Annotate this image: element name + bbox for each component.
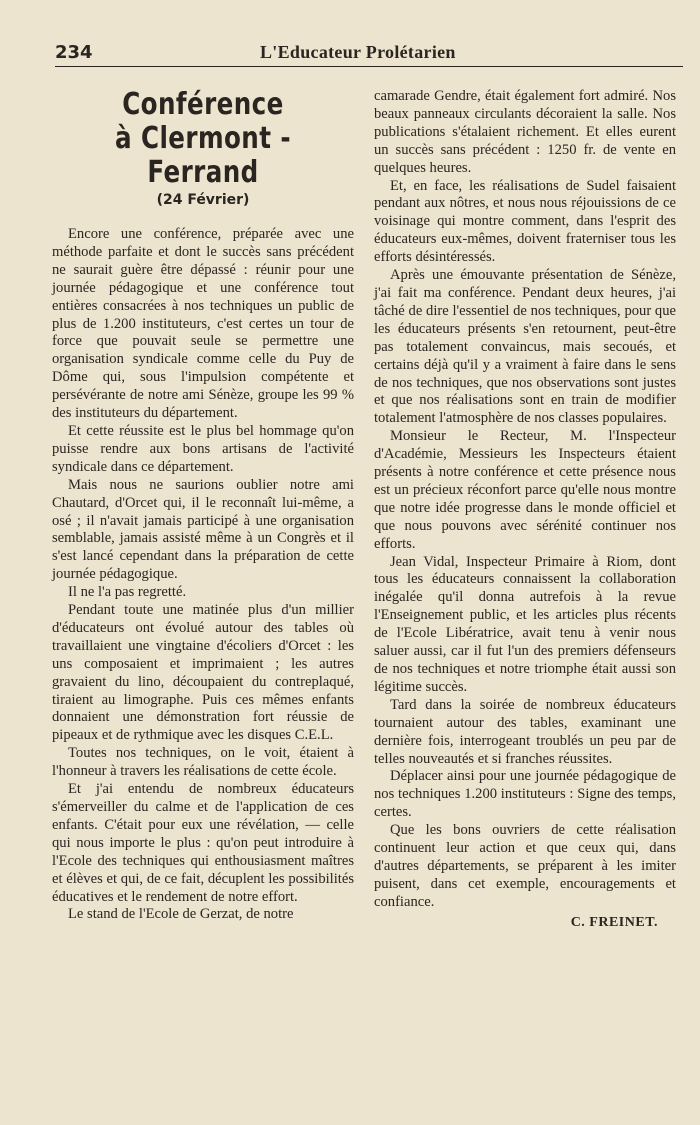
- page-header: [55, 40, 683, 67]
- paragraph-continuation: camarade Gendre, était également fort admiré. Nos beaux panneaux circulants décoraient la salle. Nos publications s'étalaient richement. Et elles eurent un succès sans précédent : 1250 fr. de vente en quelques heures.: [374, 88, 676, 176]
- journal-title: L'Educateur Prolétarien: [260, 42, 456, 62]
- paragraph: Tard dans la soirée de nombreux éducateurs tournaient autour des tables, examinant une dernière fois, interrogeant troublés un peu par de telles nouveautés et si franches réussites.: [374, 696, 676, 767]
- paragraph: Après une émouvante présentation de Sénèze, j'ai fait ma conférence. Pendant deux heures, j'ai tâché de dire l'essentiel de nos techniques, pour que les éducateurs présents s'en retournent, peut-être pas totalement convaincus, mais secoués, et certains déjà qu'il y a vraiment à faire dans le sens de nos techniques, que nos observations sont justes et que nos réalisations sont en train de modifier totalement l'atmosphère de nos classes populaires.: [374, 267, 676, 427]
- paragraph: Mais nous ne saurions oublier notre ami Chautard, d'Orcet qui, il le reconnaît lui-même, a osé ; il n'avait jamais participé à une organisation semblable, jamais assisté même à un Congrès et il s'est lancé cependant dans la préparation de cette journée pédagogique.: [52, 476, 354, 583]
- paragraph: Pendant toute une matinée plus d'un millier d'éducateurs ont évolué autour des tables où travaillaient une vingtaine d'écoliers d'Orcet : les uns composaient et imprimaient ; les autres gravaient du lino, découpaient du contreplaqué, tiraient au limographe. Puis ces mêmes enfants donnaient une démonstration fort réussie de pipeaux et de rythmique avec les disques C.E.L.: [52, 602, 354, 744]
- paragraph: Encore une conférence, préparée avec une méthode parfaite et dont le succès sans précédent ne saurait guère être dépassé : réunir pour une journée pédagogique et une conférence tout entières consacrées à nos techniques un public de plus de 1.200 instituteurs, c'est certes un tour de force que pouvait seule se permettre une organisation syndicale comme celle du Puy de Dôme qui, sous l'impulsion compétente et persévérante de notre ami Sénèze, groupe les 99 % des instituteurs du département.: [52, 226, 354, 422]
- article-date: (24 Février): [156, 192, 250, 208]
- article-title-line-2: à Clermont - Ferrand: [115, 121, 291, 190]
- paragraph: Que les bons ouvriers de cette réalisation continuent leur action et que ceux qui, dans d'autres départements, se préparent à les imiter puisent, dans cet exemple, encouragements et confiance.: [374, 822, 676, 910]
- article-title-block: [52, 88, 354, 210]
- page-number: 234: [55, 42, 93, 63]
- left-column: [52, 88, 354, 924]
- paragraph: Et j'ai entendu de nombreux éducateurs s'émerveiller du calme et de l'application de ces enfants. C'était pour eux une révélation, — celle qui nous importe le plus : qu'on peut introduire à l'Ecole des techniques qui enthousiasment maîtres et élèves et qui, de ce fait, décuplent les possibilités éducatives et le rendement de notre effort.: [52, 781, 354, 905]
- paragraph: Il ne l'a pas regretté.: [68, 584, 187, 601]
- paragraph: Déplacer ainsi pour une journée pédagogique de nos techniques 1.200 instituteurs : Signe des temps, certes.: [374, 768, 676, 821]
- author-signature: C. FREINET.: [570, 914, 658, 930]
- paragraph: Et, en face, les réalisations de Sudel faisaient pendant aux nôtres, et nous nous réjouissions de ce voisinage qui montre comment, dans l'esprit des éducateurs eux-mêmes, doivent fraterniser tous les efforts désintéressés.: [374, 177, 676, 266]
- paragraph: Le stand de l'Ecole de Gerzat, de notre: [68, 906, 294, 923]
- right-column: [374, 88, 676, 932]
- paragraph: Monsieur le Recteur, M. l'Inspecteur d'Académie, Messieurs les Inspecteurs étaient présents à notre conférence et cette présence nous est un précieux réconfort parce qu'elle nous montre que notre idée progresse dans le monde officiel et que nous pouvons avec sérénité continuer nos efforts.: [374, 428, 676, 552]
- paragraph: Toutes nos techniques, on le voit, étaient à l'honneur à travers les réalisations de cette école.: [52, 745, 354, 780]
- article-title-line-1: Conférence: [122, 87, 284, 122]
- paragraph: Et cette réussite est le plus bel hommage qu'on puisse rendre aux bons artisans de l'activité syndicale dans ce département.: [52, 422, 354, 475]
- paragraph: Jean Vidal, Inspecteur Primaire à Riom, dont tous les éducateurs connaissent la collaboration inégalée qu'il donna autrefois à la revue l'Enseignement public, et les articles plus récents de l'Ecole Libératrice, avait tenu à venir nous saluer aussi, car il fut l'un des premiers défenseurs de nos techniques et notre triomphe était aussi son légitime succès.: [374, 553, 676, 695]
